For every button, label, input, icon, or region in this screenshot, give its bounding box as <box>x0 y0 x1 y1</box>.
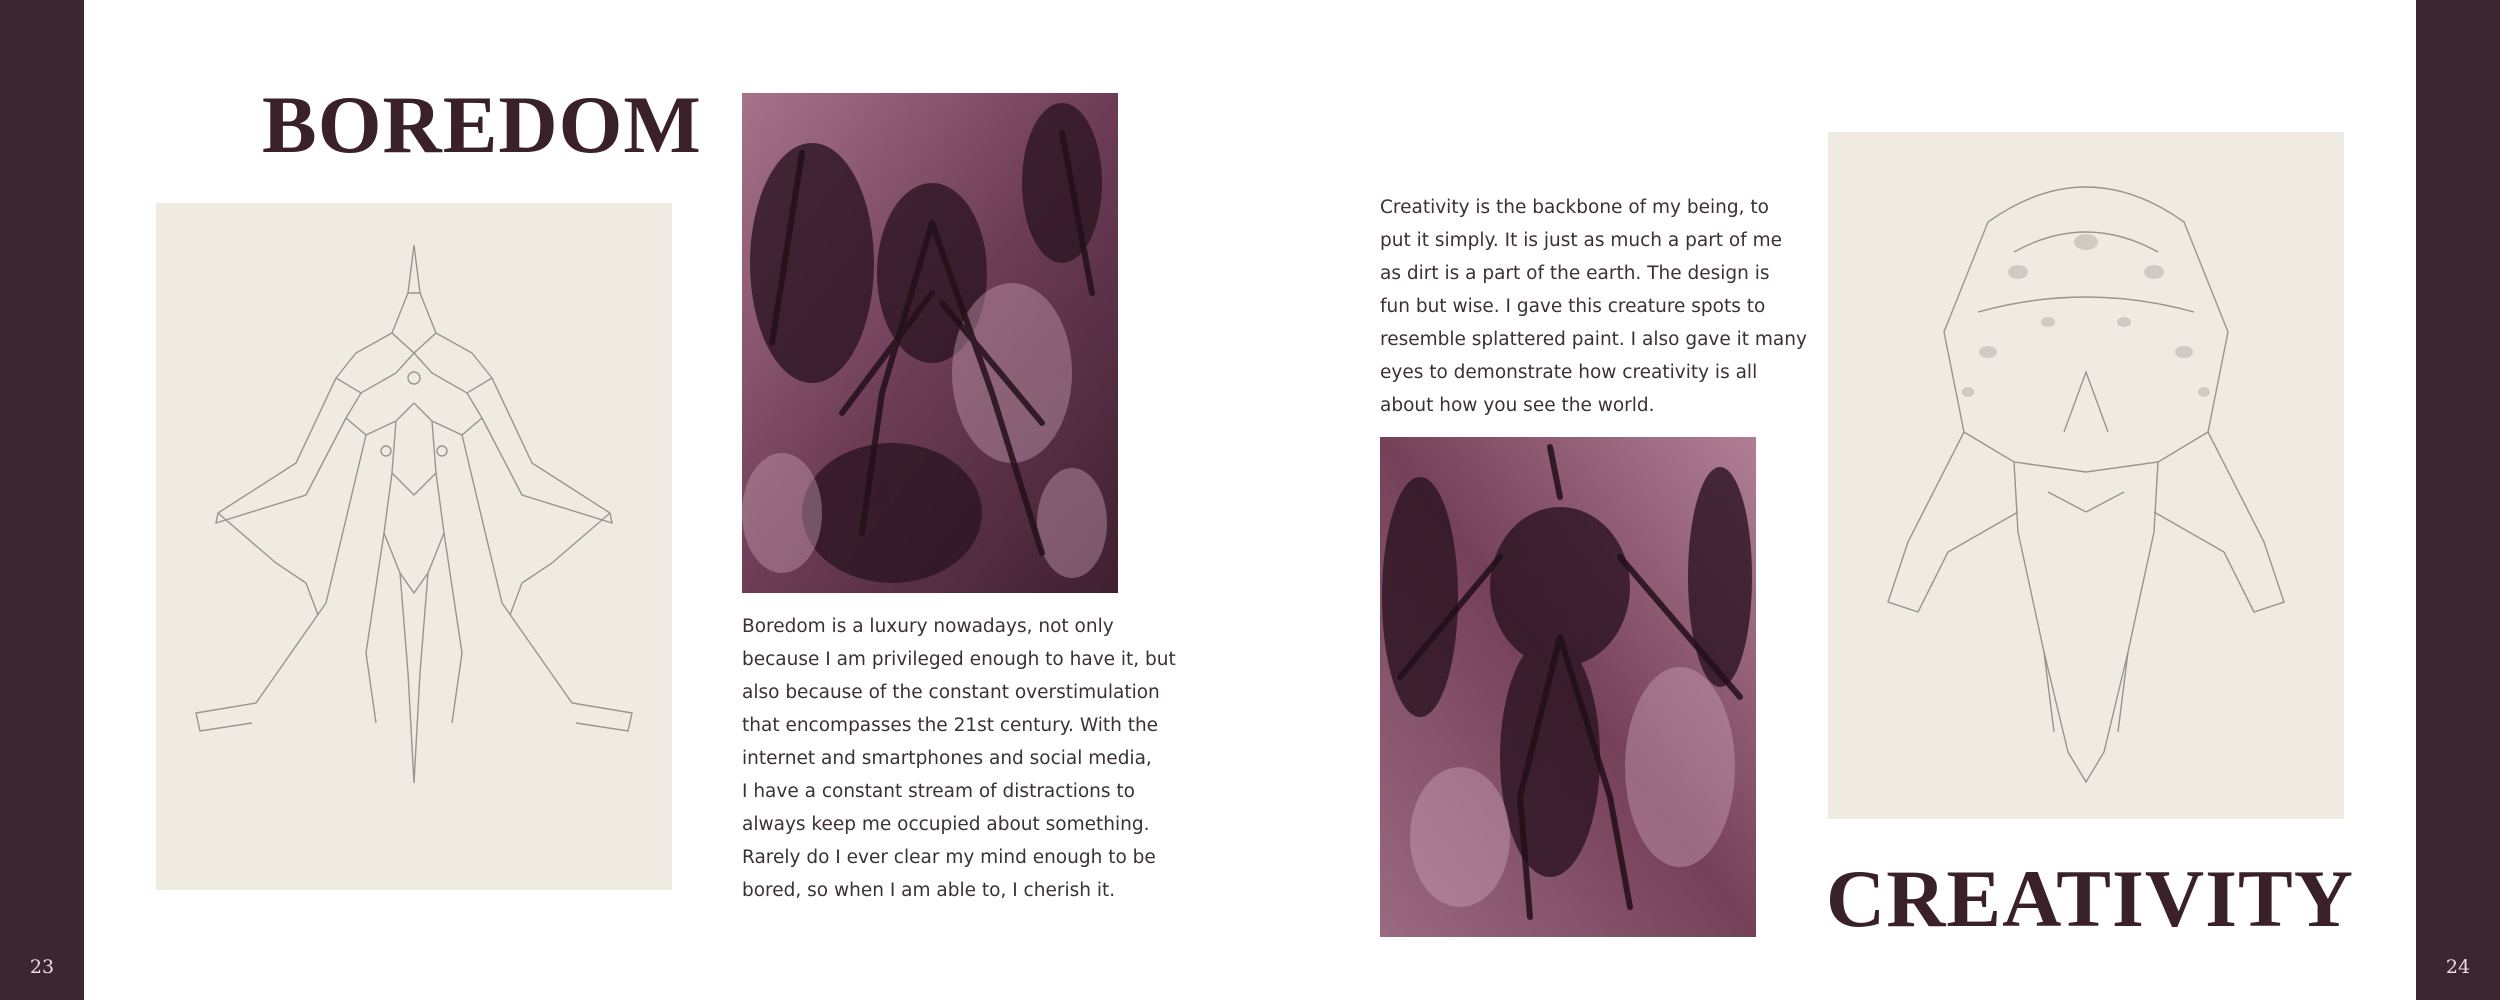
boredom-text-line: that encompasses the 21st century. With the <box>742 715 1159 736</box>
boredom-text-line: also because of the constant overstimulation <box>742 682 1160 703</box>
creativity-text-line: eyes to demonstrate how creativity is all <box>1380 362 1758 383</box>
boredom-text-line: Boredom is a luxury nowadays, not only <box>742 616 1114 637</box>
title-boredom: BOREDOM <box>262 79 702 170</box>
page-number-left: 23 <box>29 956 55 978</box>
creativity-text-line: Creativity is the backbone of my being, to <box>1380 197 1769 218</box>
boredom-painting-image <box>742 93 1118 593</box>
right-margin-bar <box>2416 0 2500 1000</box>
creativity-sketch-image <box>1828 132 2344 819</box>
boredom-text-line: Rarely do I ever clear my mind enough to be <box>742 847 1156 868</box>
boredom-sketch-image <box>156 203 672 890</box>
boredom-text-line: because I am privileged enough to have it, but <box>742 649 1176 670</box>
creativity-text-line: put it simply. It is just as much a part of me <box>1380 230 1783 251</box>
creativity-text-line: about how you see the world. <box>1380 395 1655 416</box>
creativity-text-line: as dirt is a part of the earth. The design is <box>1380 263 1770 284</box>
boredom-text-line: internet and smartphones and social media, <box>742 748 1152 769</box>
creativity-body-text <box>1380 191 1807 422</box>
creativity-painting-image <box>1380 437 1756 937</box>
creativity-text-line: fun but wise. I gave this creature spots to <box>1380 296 1766 317</box>
boredom-body-text <box>742 610 1176 907</box>
creativity-text-line: resemble splattered paint. I also gave it many <box>1380 329 1807 350</box>
boredom-text-line: bored, so when I am able to, I cherish it. <box>742 880 1116 901</box>
boredom-text-line: always keep me occupied about something. <box>742 814 1150 835</box>
boredom-text-line: I have a constant stream of distractions to <box>742 781 1135 802</box>
page-number-right: 24 <box>2445 956 2471 978</box>
left-margin-bar <box>0 0 84 1000</box>
title-creativity: CREATIVITY <box>1826 853 2354 944</box>
